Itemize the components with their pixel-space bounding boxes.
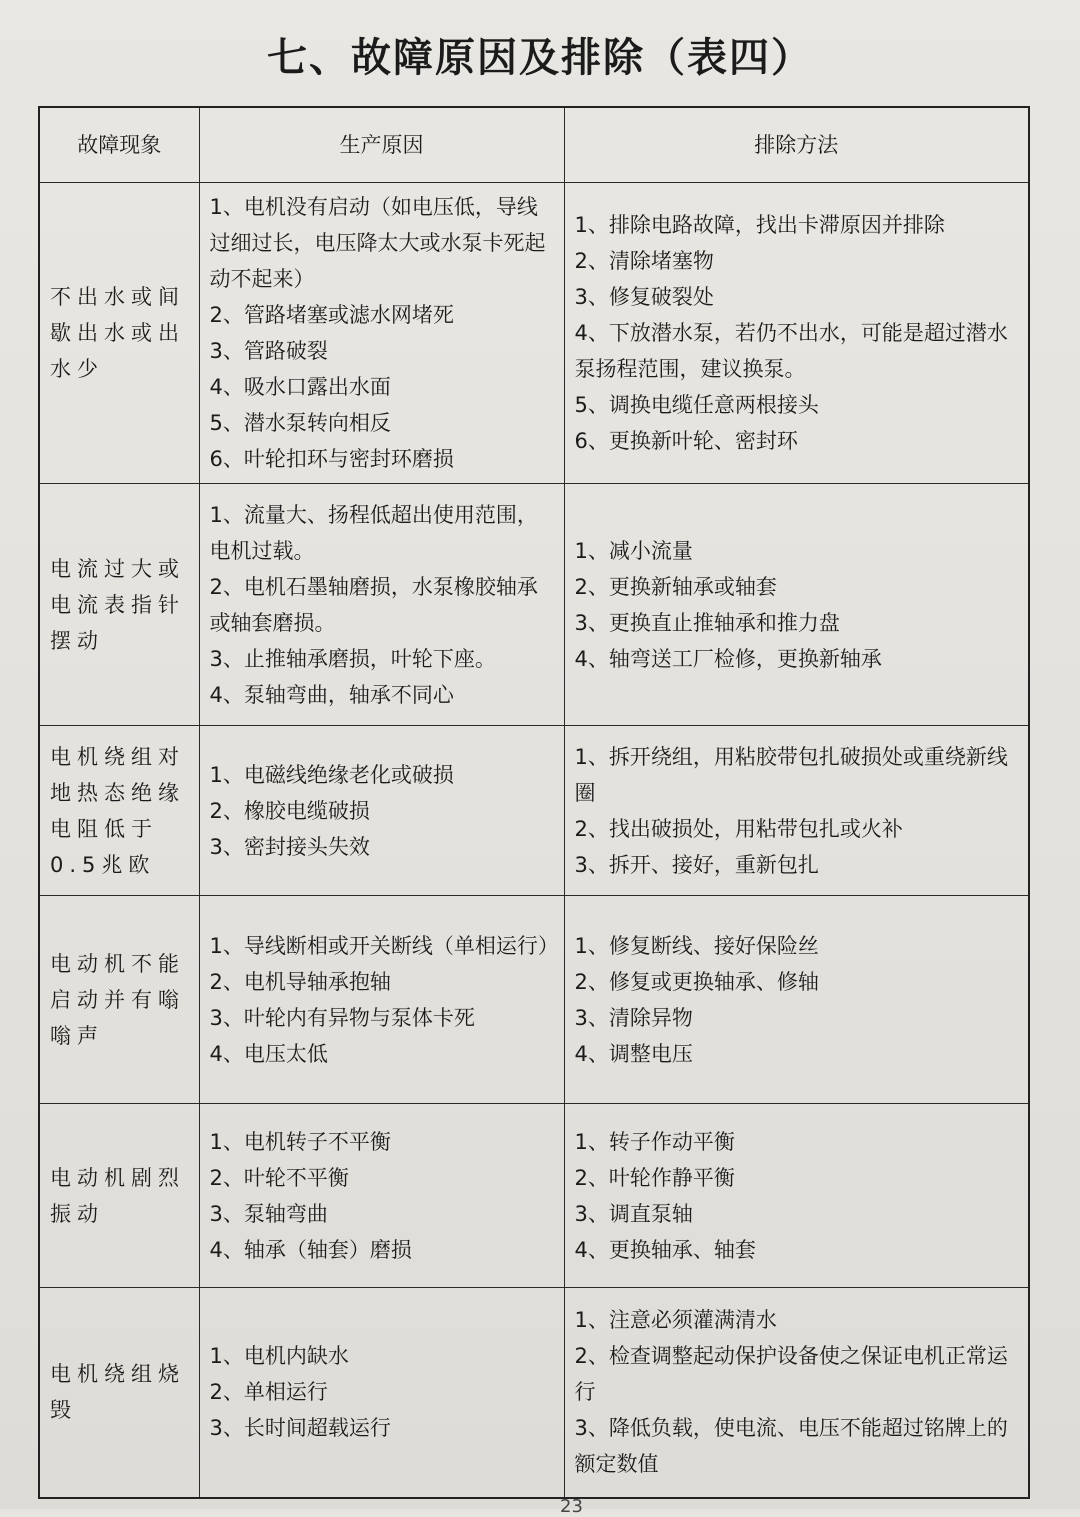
- cause-item: 2、电机石墨轴磨损，水泵橡胶轴承或轴套磨损。: [209, 574, 538, 635]
- remedy-item: 4、下放潜水泵，若仍不出水，可能是超过潜水泵扬程范围，建议换泵。: [574, 321, 1008, 381]
- table-row: [39, 896, 1029, 1104]
- remedy-item: 3、调直泵轴: [574, 1201, 693, 1226]
- remedy-item: 5、调换电缆任意两根接头: [574, 393, 819, 417]
- table-row: [39, 1288, 1029, 1498]
- cause-item: 3、止推轴承磨损，叶轮下座。: [209, 646, 496, 671]
- symptom-cell: 不出水或间歇出水或出水少: [39, 183, 199, 484]
- cause-item: 5、潜水泵转向相反: [209, 411, 391, 435]
- cause-cell: [199, 484, 564, 726]
- cause-item: 1、导线断相或开关断线（单相运行）: [209, 933, 559, 958]
- header-symptom: 故障现象: [39, 107, 199, 183]
- remedy-item: 2、找出破损处，用粘带包扎或火补: [574, 816, 903, 841]
- cause-item: 2、管路堵塞或滤水网堵死: [209, 303, 454, 327]
- cause-item: 1、电磁线绝缘老化或破损: [209, 762, 454, 787]
- cause-item: 4、泵轴弯曲，轴承不同心: [209, 682, 454, 707]
- symptom-cell: 电动机不能启动并有嗡嗡声: [39, 896, 199, 1104]
- remedy-item: 1、减小流量: [574, 538, 693, 563]
- cause-item: 3、密封接头失效: [209, 834, 370, 859]
- remedy-item: 1、拆开绕组，用粘胶带包扎破损处或重绕新线圈: [574, 744, 1008, 805]
- cause-item: 2、橡胶电缆破损: [209, 798, 370, 823]
- remedy-cell: [564, 896, 1029, 1104]
- remedy-item: 2、叶轮作静平衡: [574, 1165, 735, 1190]
- table-header-row: [39, 107, 1029, 183]
- table-row: [39, 183, 1029, 484]
- cause-item: 3、长时间超载运行: [209, 1416, 391, 1441]
- cause-cell: [199, 896, 564, 1104]
- cause-item: 2、叶轮不平衡: [209, 1165, 349, 1190]
- remedy-item: 1、转子作动平衡: [574, 1129, 735, 1154]
- remedy-item: 2、修复或更换轴承、修轴: [574, 969, 819, 994]
- remedy-item: 2、更换新轴承或轴套: [574, 574, 777, 599]
- cause-item: 3、泵轴弯曲: [209, 1201, 328, 1226]
- remedy-cell: [564, 1288, 1029, 1498]
- remedy-item: 4、轴弯送工厂检修，更换新轴承: [574, 646, 882, 671]
- page-title: 七、故障原因及排除（表四）: [267, 35, 813, 81]
- cause-item: 4、轴承（轴套）磨损: [209, 1237, 412, 1262]
- symptom-cell: 电动机剧烈振动: [39, 1104, 199, 1288]
- remedy-item: 2、检查调整起动保护设备使之保证电机正常运行: [574, 1344, 1008, 1405]
- cause-item: 4、电压太低: [209, 1041, 328, 1066]
- table-row: [39, 726, 1029, 896]
- remedy-item: 6、更换新叶轮、密封环: [574, 429, 798, 453]
- cause-item: 1、流量大、扬程低超出使用范围，电机过载。: [209, 502, 538, 563]
- table-row: [39, 1104, 1029, 1288]
- cause-cell: [199, 1104, 564, 1288]
- cause-item: 1、电机内缺水: [209, 1344, 349, 1369]
- remedy-item: 3、清除异物: [574, 1005, 693, 1030]
- remedy-item: 1、排除电路故障，找出卡滞原因并排除: [574, 213, 945, 237]
- cause-item: 1、电机转子不平衡: [209, 1129, 391, 1154]
- remedy-cell: [564, 1104, 1029, 1288]
- cause-item: 2、电机导轴承抱轴: [209, 969, 391, 994]
- cause-item: 3、管路破裂: [209, 339, 328, 363]
- symptom-cell: 电流过大或电流表指针摆动: [39, 484, 199, 726]
- symptom-cell: 电机绕组对地热态绝缘电阻低于0.5兆欧: [39, 726, 199, 896]
- cause-cell: [199, 183, 564, 484]
- cause-item: 2、单相运行: [209, 1380, 328, 1405]
- remedy-item: 1、修复断线、接好保险丝: [574, 933, 819, 958]
- cause-item: 3、叶轮内有异物与泵体卡死: [209, 1005, 475, 1030]
- cause-item: 6、叶轮扣环与密封环磨损: [209, 447, 454, 471]
- cause-item: 1、电机没有启动（如电压低，导线过细过长，电压降太大或水泵卡死起动不起来）: [209, 195, 546, 291]
- remedy-cell: [564, 484, 1029, 726]
- remedy-item: 4、更换轴承、轴套: [574, 1237, 756, 1262]
- remedy-item: 3、降低负载，使电流、电压不能超过铭牌上的额定数值: [574, 1416, 1008, 1477]
- table-row: [39, 484, 1029, 726]
- remedy-cell: [564, 726, 1029, 896]
- cause-cell: [199, 1288, 564, 1498]
- fault-table: [38, 106, 1030, 1499]
- cause-item: 4、吸水口露出水面: [209, 375, 391, 399]
- remedy-item: 2、清除堵塞物: [574, 249, 714, 273]
- remedy-item: 3、更换直止推轴承和推力盘: [574, 610, 840, 635]
- remedy-item: 4、调整电压: [574, 1041, 693, 1066]
- remedy-cell: [564, 183, 1029, 484]
- header-remedy: 排除方法: [564, 107, 1029, 183]
- remedy-item: 3、修复破裂处: [574, 285, 714, 309]
- remedy-item: 1、注意必须灌满清水: [574, 1308, 777, 1333]
- symptom-cell: 电机绕组烧毁: [39, 1288, 199, 1498]
- header-cause: 生产原因: [199, 107, 564, 183]
- page-number: 23: [560, 1496, 583, 1517]
- cause-cell: [199, 726, 564, 896]
- remedy-item: 3、拆开、接好，重新包扎: [574, 852, 819, 877]
